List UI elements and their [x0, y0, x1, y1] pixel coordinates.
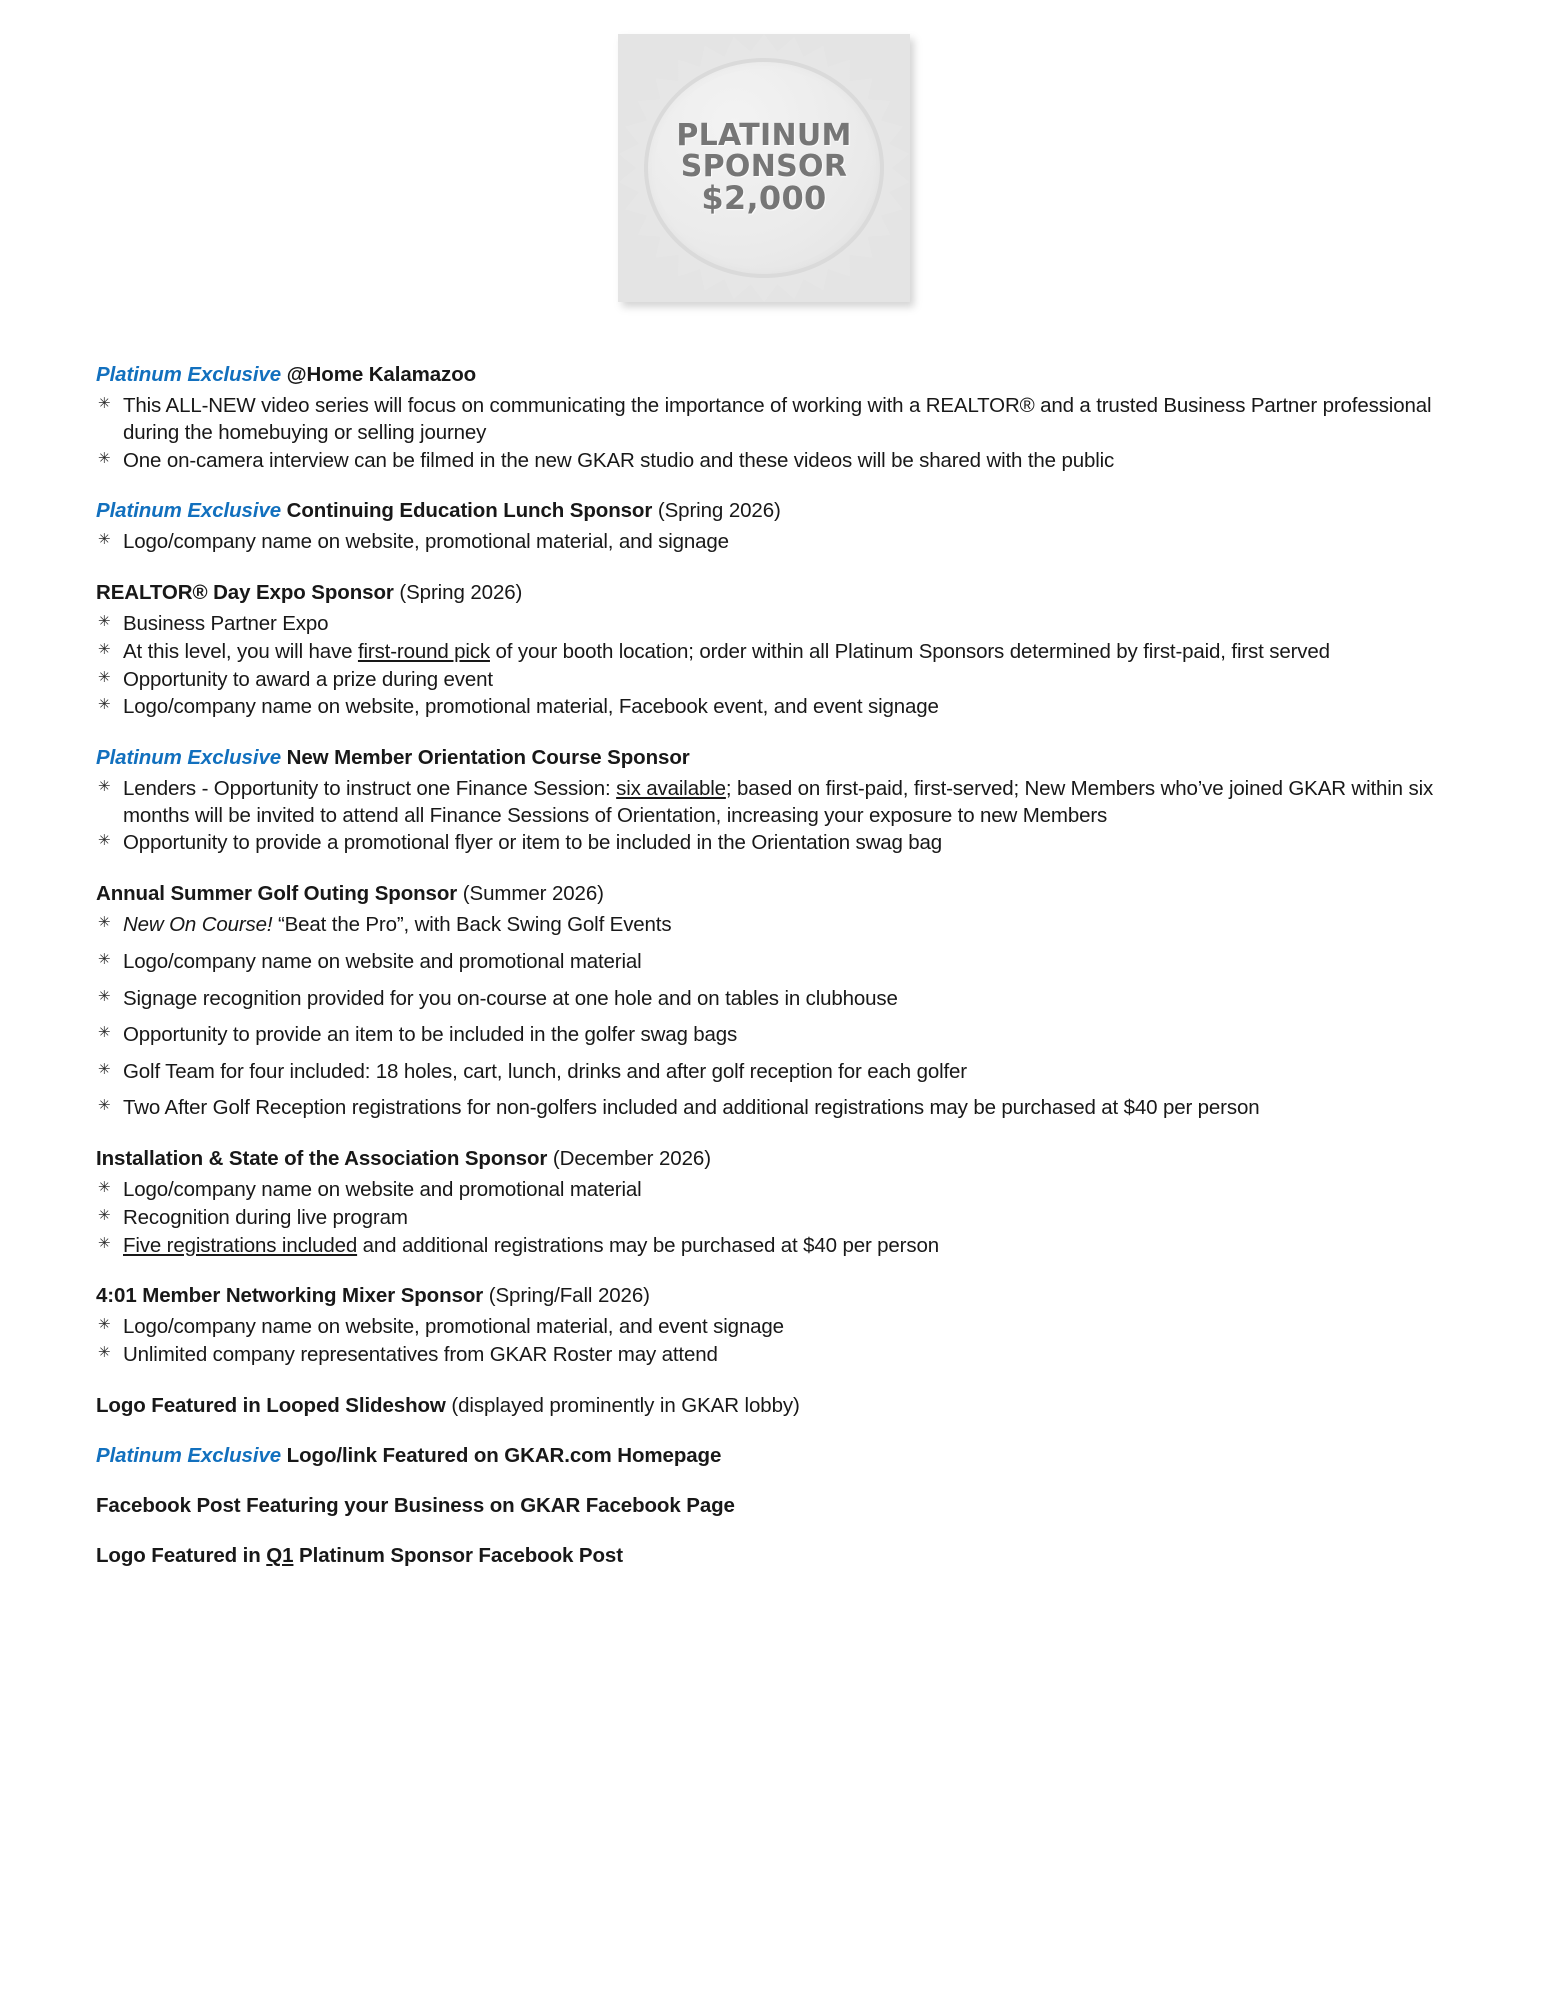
- badge-line-1: PLATINUM: [676, 118, 852, 154]
- sponsor-benefits-list: [96, 362, 1466, 1594]
- benefit-item: ✳ Unlimited company representatives from GKAR Roster may attend: [96, 1342, 1466, 1369]
- section-heading: [96, 1493, 1466, 1519]
- section-heading: [96, 580, 1466, 606]
- benefit-item: ✳ Recognition during live program: [96, 1205, 1466, 1232]
- badge-face: [644, 58, 884, 278]
- platinum-exclusive-tag: Platinum Exclusive: [96, 745, 282, 769]
- benefit-item: ✳ Golf Team for four included: 18 holes, cart, lunch, drinks and after golf reception for each golfer: [96, 1059, 1466, 1086]
- benefit-list: [96, 611, 1466, 721]
- section-date: (displayed prominently in GKAR lobby): [451, 1393, 800, 1417]
- section-title: Continuing Education Lunch Sponsor: [286, 499, 653, 523]
- section-title: REALTOR® Day Expo Sponsor: [96, 581, 394, 605]
- benefit-item: ✳ Lenders - Opportunity to instruct one Finance Session: six available; based on first-paid, first-served; New Members who’ve joined GKAR within six months will be invited to attend all Finance Sessions of Orientation, increasing your exposure to new Members: [96, 776, 1466, 829]
- benefit-item: ✳ Opportunity to award a prize during event: [96, 667, 1466, 694]
- sponsor-section: [96, 1393, 1466, 1419]
- benefit-item: ✳ Opportunity to provide an item to be included in the golfer swag bags: [96, 1022, 1466, 1049]
- section-title: Logo Featured in Q1 Platinum Sponsor Facebook Post: [96, 1544, 623, 1568]
- badge-line-3: $2,000: [701, 179, 827, 218]
- section-title: Logo/link Featured on GKAR.com Homepage: [286, 1443, 722, 1467]
- sponsor-section: [96, 1493, 1466, 1519]
- benefit-list: [96, 1177, 1466, 1259]
- section-heading: [96, 745, 1466, 771]
- section-date: (Spring 2026): [657, 499, 781, 523]
- emphasis-italic: New On Course!: [123, 913, 273, 937]
- section-title: @Home Kalamazoo: [286, 363, 477, 386]
- benefit-item: ✳ Logo/company name on website, promotional material, and event signage: [96, 1314, 1466, 1341]
- benefit-item: ✳ Signage recognition provided for you on-course at one hole and on tables in clubhouse: [96, 986, 1466, 1013]
- benefit-item: ✳ Opportunity to provide a promotional flyer or item to be included in the Orientation swag bag: [96, 830, 1466, 857]
- sponsor-section: [96, 498, 1466, 556]
- platinum-exclusive-tag: Platinum Exclusive: [96, 1443, 282, 1467]
- benefit-item: ✳ Five registrations included and additional registrations may be purchased at $40 per person: [96, 1233, 1466, 1260]
- benefit-item: ✳ This ALL-NEW video series will focus on communicating the importance of working with a REALTOR® and a trusted Business Partner professional during the homebuying or selling journey: [96, 393, 1466, 446]
- sponsor-section: [96, 362, 1466, 474]
- emphasis-underline: Five registrations included: [123, 1233, 358, 1257]
- benefit-list: [96, 529, 1466, 556]
- section-heading: [96, 1443, 1466, 1469]
- section-title: Installation & State of the Association Sponsor: [96, 1147, 548, 1171]
- benefit-item: ✳ Logo/company name on website, promotional material, and signage: [96, 529, 1466, 556]
- benefit-item: ✳ Business Partner Expo: [96, 611, 1466, 638]
- benefit-item: ✳ Logo/company name on website, promotional material, Facebook event, and event signage: [96, 694, 1466, 721]
- benefit-list: [96, 776, 1466, 857]
- section-date: (December 2026): [552, 1147, 711, 1171]
- sponsor-section: [96, 745, 1466, 857]
- badge-header: [0, 0, 1545, 312]
- section-heading: [96, 881, 1466, 907]
- benefit-item: ✳ Logo/company name on website and promotional material: [96, 1177, 1466, 1204]
- section-heading: [96, 1393, 1466, 1419]
- benefit-item: ✳ Logo/company name on website and promotional material: [96, 949, 1466, 976]
- benefit-item: ✳ New On Course! “Beat the Pro”, with Back Swing Golf Events: [96, 912, 1466, 939]
- section-heading: [96, 362, 1466, 388]
- emphasis-underline: first-round pick: [357, 639, 490, 663]
- section-date: (Spring 2026): [399, 581, 523, 605]
- benefit-item: ✳ One on-camera interview can be filmed in the new GKAR studio and these videos will be shared with the public: [96, 448, 1466, 475]
- sponsor-section: [96, 1443, 1466, 1469]
- section-title: 4:01 Member Networking Mixer Sponsor: [96, 1284, 484, 1308]
- section-heading: [96, 498, 1466, 524]
- benefit-item: ✳ Two After Golf Reception registrations for non-golfers included and additional registrations may be purchased at $40 per person: [96, 1095, 1466, 1122]
- benefit-list: [96, 912, 1466, 1122]
- section-heading: [96, 1543, 1466, 1569]
- platinum-exclusive-tag: Platinum Exclusive: [96, 363, 282, 386]
- sponsor-section: [96, 1543, 1466, 1569]
- sponsor-section: [96, 881, 1466, 1122]
- benefit-item: ✳ At this level, you will have first-round pick of your booth location; order within all Platinum Sponsors determined by first-paid, first served: [96, 639, 1466, 666]
- badge-line-2: SPONSOR: [680, 148, 848, 184]
- section-date: (Summer 2026): [462, 881, 604, 905]
- section-title: New Member Orientation Course Sponsor: [286, 745, 690, 769]
- platinum-exclusive-tag: Platinum Exclusive: [96, 499, 282, 523]
- sponsor-section: [96, 580, 1466, 721]
- benefit-list: [96, 1314, 1466, 1368]
- section-title: Annual Summer Golf Outing Sponsor: [96, 881, 458, 905]
- section-title: Facebook Post Featuring your Business on GKAR Facebook Page: [96, 1494, 735, 1518]
- section-title: Logo Featured in Looped Slideshow: [96, 1393, 446, 1417]
- section-date: (Spring/Fall 2026): [488, 1284, 650, 1308]
- sponsor-section: [96, 1146, 1466, 1259]
- section-heading: [96, 1283, 1466, 1309]
- sponsor-section: [96, 1283, 1466, 1369]
- platinum-sponsor-badge: [618, 34, 910, 302]
- section-heading: [96, 1146, 1466, 1172]
- emphasis-underline: six available: [616, 777, 726, 801]
- emphasis-underline: Q1: [266, 1544, 294, 1568]
- benefit-list: [96, 393, 1466, 474]
